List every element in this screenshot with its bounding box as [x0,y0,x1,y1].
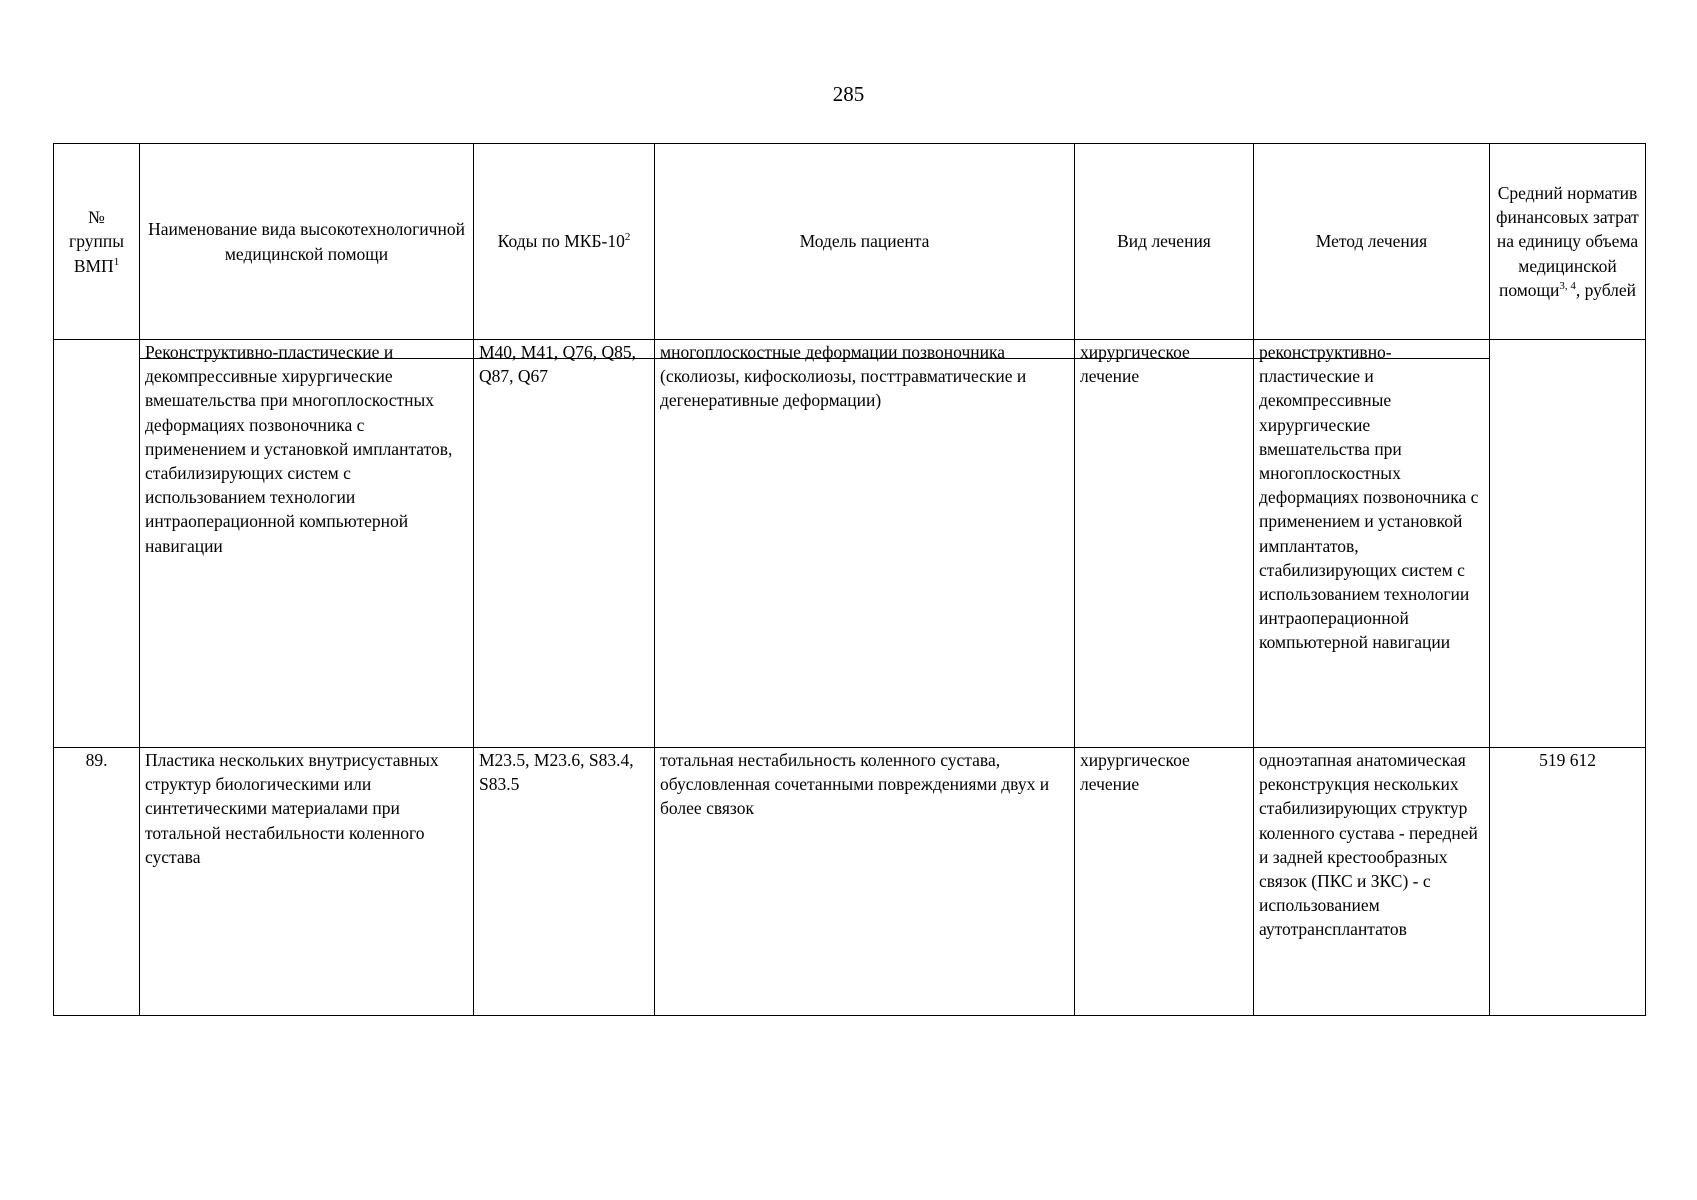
table-row [54,340,1646,748]
cell-cost: 519 612 [1490,748,1646,1016]
cell-treatment-method: одноэтапная анатомическая реконструкция нескольких стабилизирующих структур коленного сустава - передней и задней крестообразных связок (ПКС и ЗКС) - с использованием аутотрансплантатов [1254,748,1490,1016]
vmp-table [53,143,1646,1016]
page-number: 285 [832,82,865,106]
header-treatment-method: Метод лечения [1254,144,1490,340]
cell-name: Реконструктивно-пластические и декомпрессивные хирургические вмешательства при многоплоскостных деформациях позвоночника с применением и установкой имплантатов, стабилизирующих систем с использованием технологии интраоперационной компьютерной навигации [140,340,474,748]
cell-codes: M40, M41, Q76, Q85, Q87, Q67 [474,340,655,748]
cell-cost [1490,340,1646,748]
cell-group-no: 89. [54,748,140,1016]
header-cost: Средний норматив финансовых затрат на единицу объема медицинской помощи$^{3, 4}$, рублей [1490,144,1646,340]
cell-treatment-method: реконструктивно-пластические и декомпрессивные хирургические вмешательства при многоплоскостных деформациях позвоночника с применением и установкой имплантатов, стабилизирующих систем с использованием технологии интраоперационной компьютерной навигации [1254,340,1490,748]
cell-patient-model: тотальная нестабильность коленного сустава, обусловленная сочетанными повреждениями двух и более связок [655,748,1075,1016]
header-codes: Коды по МКБ-$10^2$ [474,144,655,340]
cell-group-no [54,340,140,748]
header-patient-model: Модель пациента [655,144,1075,340]
header-group-no: № группы ВМП$^1$ [54,144,140,340]
header-row [54,144,1646,340]
header-name: Наименование вида высокотехнологичной медицинской помощи [140,144,474,340]
cell-name: Пластика нескольких внутрисуставных структур биологическими или синтетическими материалами при тотальной нестабильности коленного сустава [140,748,474,1016]
header-treatment-type: Вид лечения [1075,144,1254,340]
continuation-divider [139,358,1489,359]
table-row [54,748,1646,1016]
cell-treatment-type: хирургическое лечение [1075,748,1254,1016]
cell-treatment-type: хирургическое лечение [1075,340,1254,748]
cell-codes: M23.5, M23.6, S83.4, S83.5 [474,748,655,1016]
cell-patient-model: многоплоскостные деформации позвоночника (сколиозы, кифосколиозы, посттравматические и дегенеративные деформации) [655,340,1075,748]
